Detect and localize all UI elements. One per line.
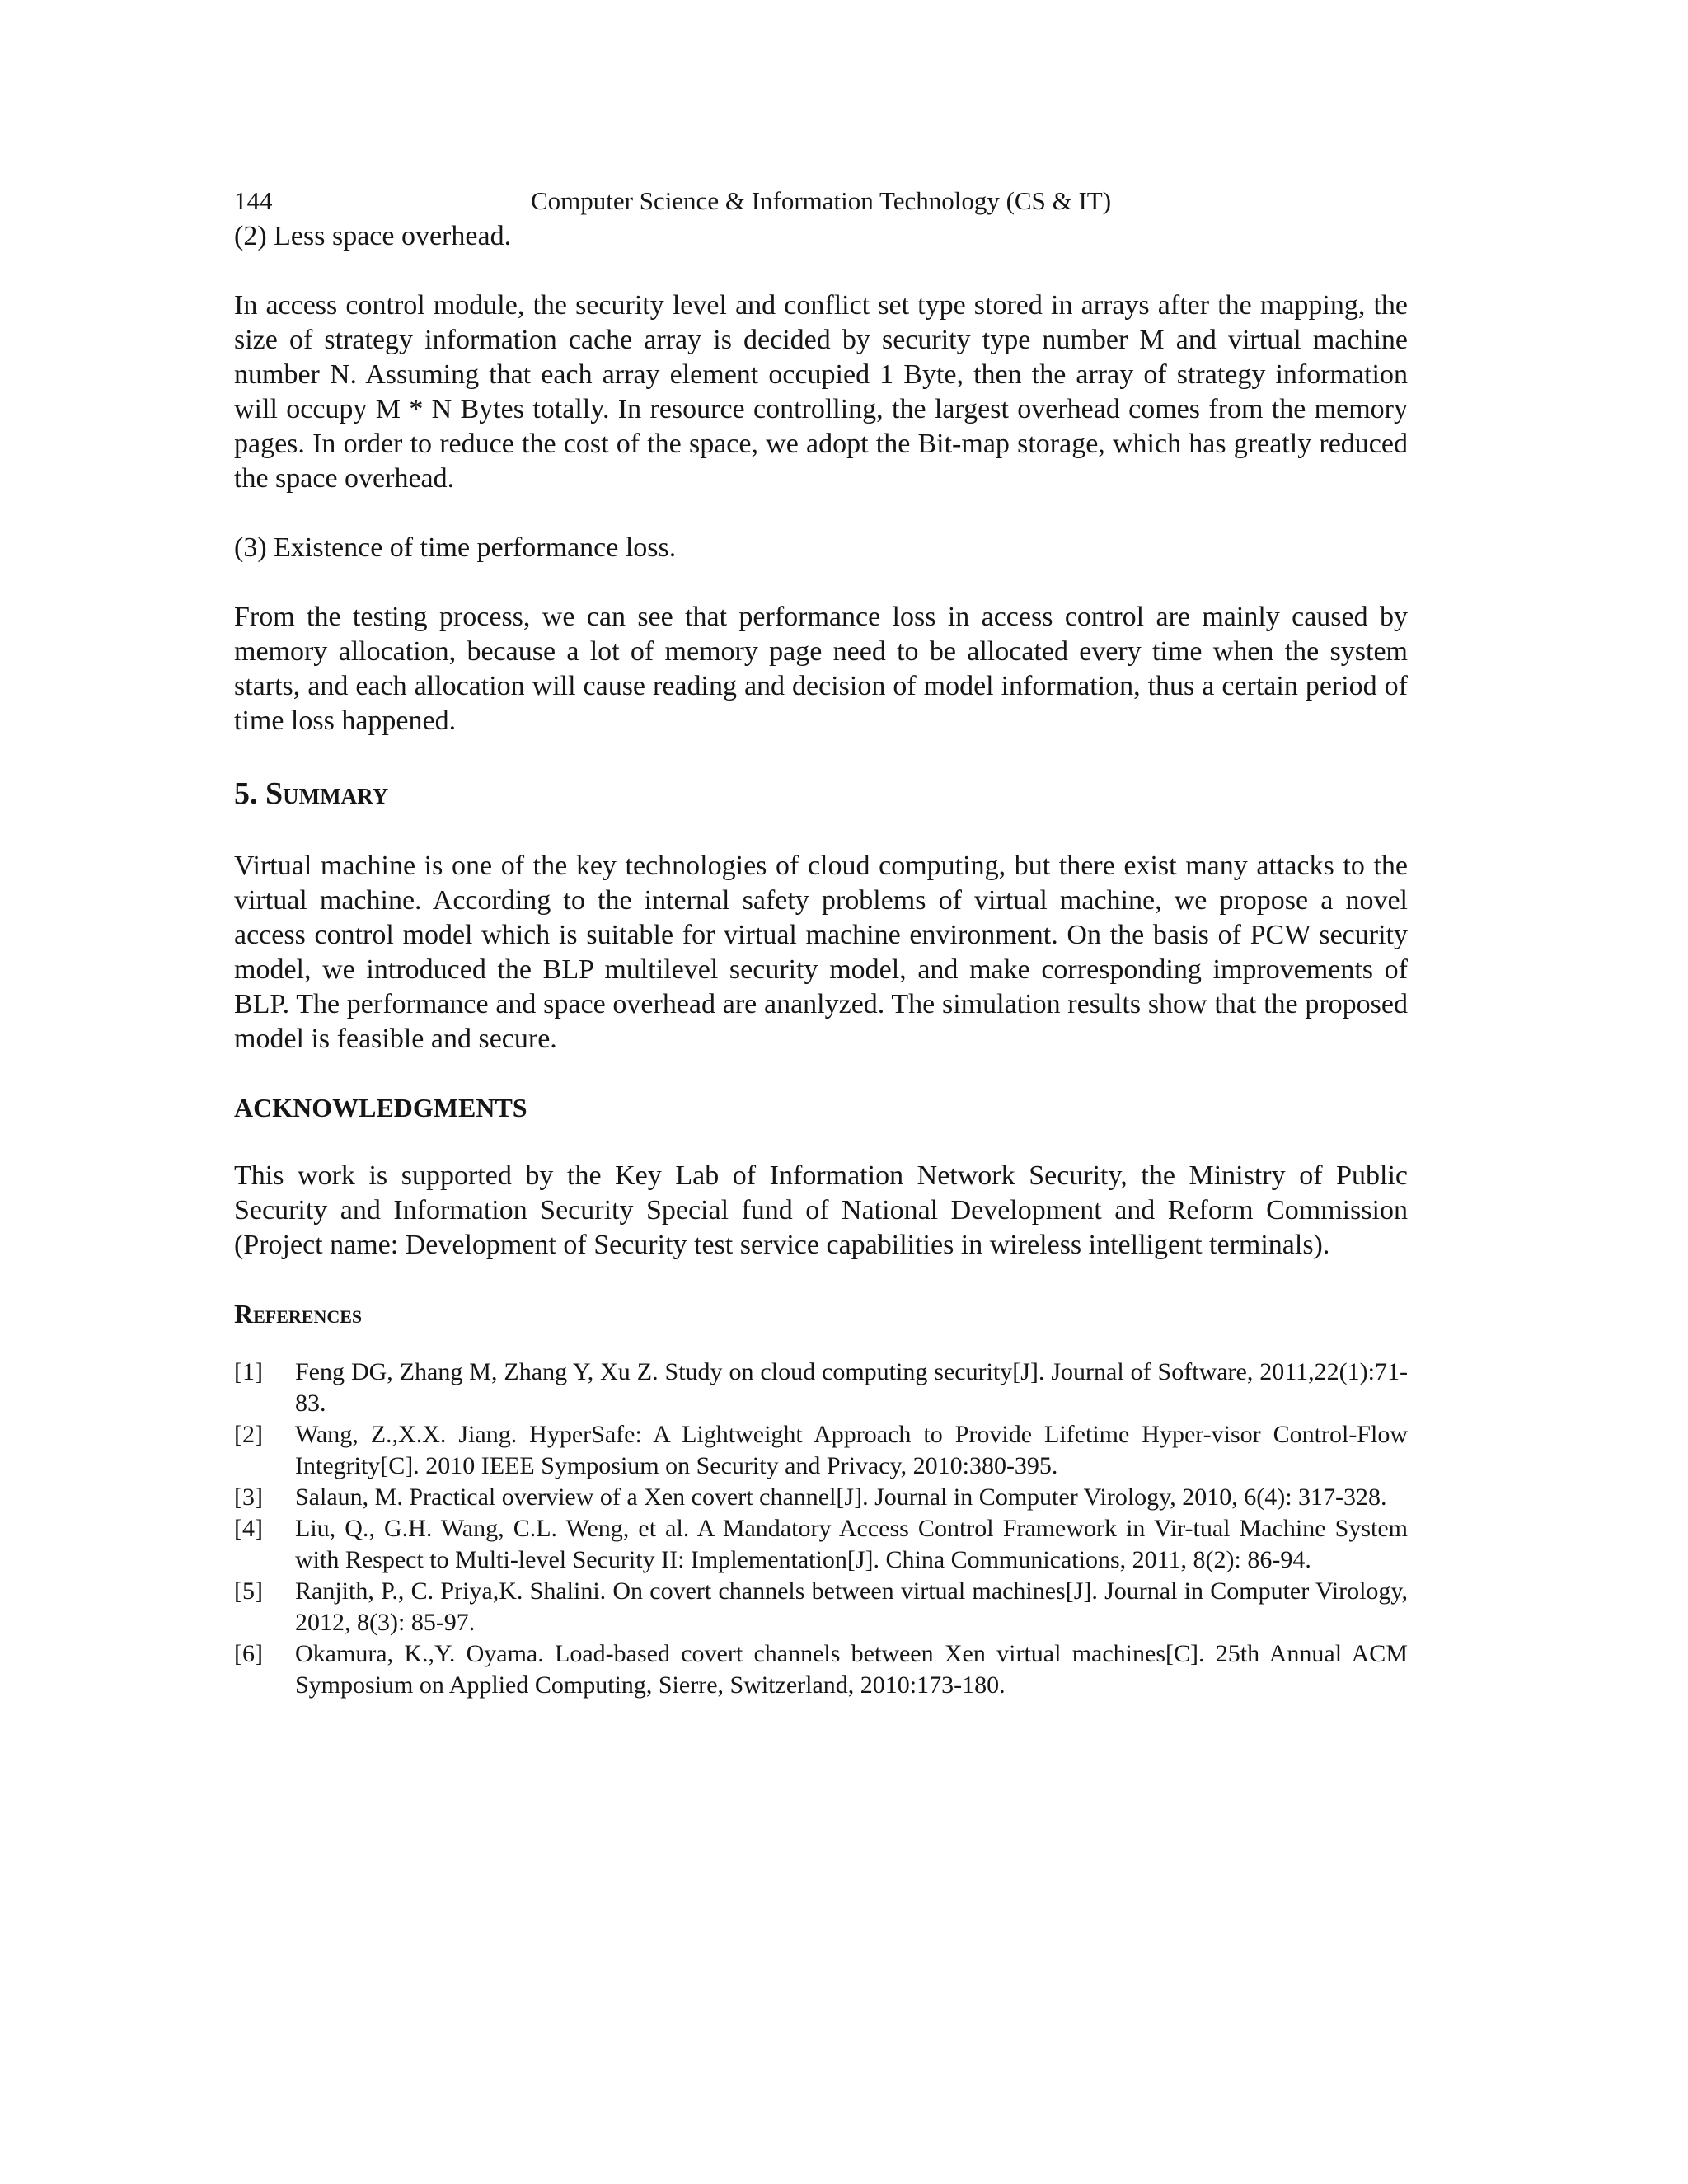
reference-text: Okamura, K.,Y. Oyama. Load-based covert channels between Xen virtual machines[C]. 25th Annual ACM Symposium on Applied Computing, Sierre, Switzerland, 2010:173-180. (295, 1640, 1408, 1699)
reference-number: [4] (234, 1515, 263, 1542)
paper-page (234, 183, 1408, 1701)
reference-number: [6] (234, 1640, 263, 1667)
reference-item (234, 1513, 1408, 1576)
reference-number: [3] (234, 1483, 263, 1511)
reference-number: [2] (234, 1421, 263, 1448)
page-number: 144 (234, 186, 273, 215)
reference-text: Feng DG, Zhang M, Zhang Y, Xu Z. Study on cloud computing security[J]. Journal of Software, 2011,22(1):71-83. (295, 1358, 1408, 1417)
space-overhead-paragraph: In access control module, the security level and conflict set type stored in arrays after the mapping, the size of strategy information cache array is decided by security type number M and virtual machine number N. Assuming that each array element occupied 1 Byte, then the array of strategy information will occupy M * N Bytes totally. In resource controlling, the largest overhead comes from the memory pages. In order to reduce the cost of the space, we adopt the Bit-map storage, which has greatly reduced the space overhead. (234, 290, 1408, 494)
acknowledgments-heading: ACKNOWLEDGMENTS (234, 1093, 528, 1122)
reference-item (234, 1482, 1408, 1513)
acknowledgments-paragraph: This work is supported by the Key Lab of Information Network Security, the Ministry of Public Security and Information Security Special fund of National Development and Reform Commission (Project name: Development of Security test service capabilities in wireless intelligent terminals). (234, 1160, 1408, 1260)
running-header (234, 183, 1408, 219)
reference-item (234, 1638, 1408, 1701)
space-overhead-label: (2) Less space overhead. (234, 221, 512, 251)
reference-text: Ranjith, P., C. Priya,K. Shalini. On covert channels between virtual machines[J]. Journal in Computer Virology, 2012, 8(3): 85-97. (295, 1577, 1408, 1636)
reference-item (234, 1576, 1408, 1638)
reference-number: [5] (234, 1577, 263, 1605)
references-heading: References (234, 1299, 363, 1329)
reference-text: Salaun, M. Practical overview of a Xen covert channel[J]. Journal in Computer Virology, 2010, 6(4): 317-328. (295, 1483, 1387, 1511)
reference-number: [1] (234, 1358, 263, 1385)
reference-text: Liu, Q., G.H. Wang, C.L. Weng, et al. A Mandatory Access Control Framework in Vir-tual Machine System with Respect to Multi-level Security II: Implementation[J]. China Communications, 2011, 8(2): 86-94. (295, 1515, 1408, 1573)
time-loss-paragraph: From the testing process, we can see that performance loss in access control are mainly caused by memory allocation, because a lot of memory page need to be allocated every time when the system starts, and each allocation will cause reading and decision of model information, thus a certain period of time loss happened. (234, 602, 1408, 736)
reference-text: Wang, Z.,X.X. Jiang. HyperSafe: A Lightweight Approach to Provide Lifetime Hyper-visor Control-Flow Integrity[C]. 2010 IEEE Symposium on Security and Privacy, 2010:380-395. (295, 1421, 1408, 1479)
time-loss-label: (3) Existence of time performance loss. (234, 532, 677, 563)
summary-heading: 5. Summary (234, 776, 389, 811)
journal-title: Computer Science & Information Technology (CS & IT) (530, 186, 1112, 215)
references-list (234, 1357, 1408, 1701)
summary-paragraph: Virtual machine is one of the key technologies of cloud computing, but there exist many attacks to the virtual machine. According to the internal safety problems of virtual machine, we propose a novel access control model which is suitable for virtual machine environment. On the basis of PCW security model, we introduced the BLP multilevel security model, and make corresponding improvements of BLP. The performance and space overhead are ananlyzed. The simulation results show that the proposed model is feasible and secure. (234, 851, 1408, 1054)
reference-item (234, 1419, 1408, 1482)
reference-item (234, 1357, 1408, 1419)
